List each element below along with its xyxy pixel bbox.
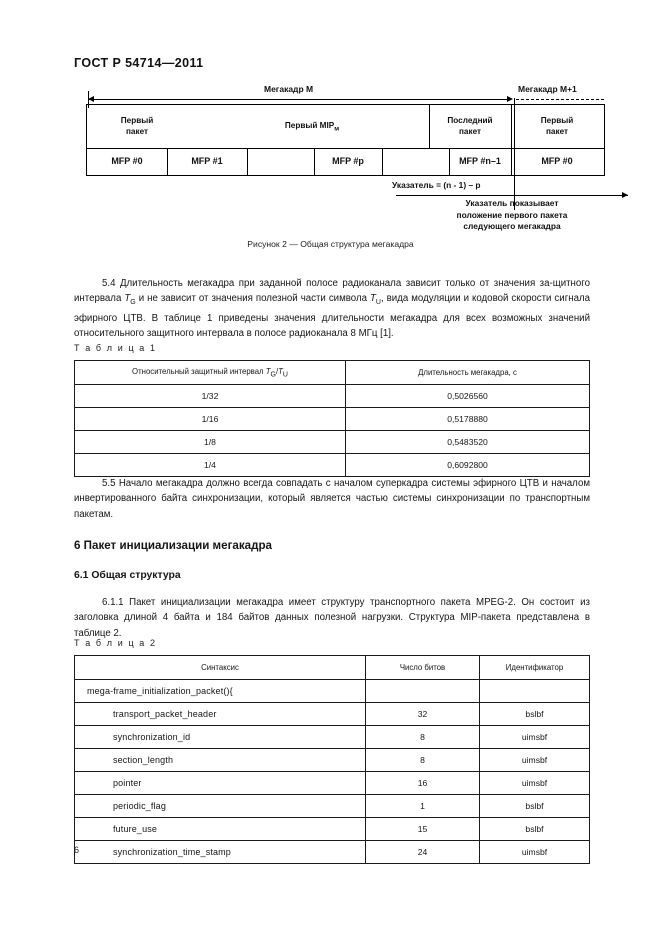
table-1-body bbox=[75, 385, 590, 477]
table-row bbox=[75, 454, 590, 477]
table-2-syntax-4: pointer bbox=[75, 772, 366, 795]
table-row bbox=[75, 749, 590, 772]
megaframe-m-label: Мегакадр M bbox=[264, 84, 314, 94]
figure-last-packet-label bbox=[429, 116, 511, 137]
pointer-arrowhead bbox=[622, 192, 628, 198]
figure-next-first-packet-label bbox=[511, 116, 603, 137]
table-2-bits-1: 32 bbox=[366, 703, 480, 726]
document-header-standard-id: ГОСТ Р 54714—2011 bbox=[74, 56, 204, 70]
first-packet-line1: Первый bbox=[120, 116, 154, 125]
last-packet-line2: пакет bbox=[458, 126, 482, 136]
symbol-tg: T bbox=[124, 293, 131, 305]
figure-span-bar bbox=[86, 86, 605, 104]
table-row bbox=[75, 795, 590, 818]
figure-first-mip-label bbox=[207, 121, 417, 135]
table-1-header-duration: Длительность мегакадра, с bbox=[346, 361, 590, 385]
next-first-packet-line2: пакет bbox=[545, 126, 569, 136]
heading-section-6: 6 Пакет инициализации мегакадра bbox=[74, 539, 272, 552]
table-2-syntax-0: mega-frame_initialization_packet(){ bbox=[75, 680, 366, 703]
mfp-cell-p: MFP #p bbox=[332, 156, 364, 166]
span-arrow-right bbox=[507, 96, 513, 102]
t1-h1-tg-sub: G bbox=[270, 371, 276, 379]
first-mip-text: Первый MIP bbox=[284, 121, 335, 130]
table-2 bbox=[74, 655, 590, 864]
paragraph-6-1-1-text: Пакет инициализации мегакадра имеет структуру транспортного пакета MPEG-2. Он состоит из заголовка длиной 4 байта и 184 байтов данных полезной нагрузки. Структура MIP-пакета представлена в таблице 2. bbox=[74, 597, 590, 639]
table-2-identifier-1: bslbf bbox=[480, 703, 590, 726]
paragraph-5-4-number: 5.4 bbox=[102, 278, 116, 289]
span-line-m-plus-1 bbox=[516, 99, 604, 100]
table-2-identifier-4: uimsbf bbox=[480, 772, 590, 795]
paragraph-5-4-seg1: Длительность мегакадра при заданной полосе радиоканала зависит только от значения за-щитного интервала bbox=[74, 278, 590, 305]
table-2-syntax-1: transport_packet_header bbox=[75, 703, 366, 726]
table-row bbox=[75, 680, 590, 703]
mip-subscript: м bbox=[334, 125, 340, 133]
pointer-line bbox=[396, 195, 628, 196]
table-2-syntax-5: periodic_flag bbox=[75, 795, 366, 818]
paragraph-5-4-seg2: и не зависит от значения полезной части символа bbox=[135, 293, 370, 305]
table-1-duration-3: 0,6092800 bbox=[346, 454, 590, 477]
table-row bbox=[75, 772, 590, 795]
symbol-tu: T bbox=[369, 293, 376, 305]
t1-h1-tg: T bbox=[265, 366, 271, 376]
table-2-header-syntax: Синтаксис bbox=[75, 656, 366, 680]
mfp-cell-0: MFP #0 bbox=[111, 156, 143, 166]
paragraph-5-4 bbox=[74, 276, 590, 342]
paragraph-5-5-number: 5.5 bbox=[102, 478, 116, 489]
t1-h1-slash: / bbox=[275, 366, 279, 376]
table-2-syntax-7: synchronization_time_stamp bbox=[75, 841, 366, 864]
table-2-header-identifier: Идентификатор bbox=[480, 656, 590, 680]
pointer-desc-line2: положение первого пакета bbox=[456, 209, 568, 220]
pointer-description bbox=[392, 198, 632, 233]
mfp-divider-2 bbox=[247, 149, 248, 176]
last-packet-line1: Последний bbox=[447, 116, 493, 125]
mfp-cell-next-0: MFP #0 bbox=[541, 156, 573, 166]
table-2-identifier-6: bslbf bbox=[480, 818, 590, 841]
table-row bbox=[75, 703, 590, 726]
megaframe-boundary-line bbox=[514, 98, 515, 210]
heading-section-6-1: 6.1 Общая структура bbox=[74, 570, 181, 581]
table-1-interval-0: 1/32 bbox=[75, 385, 346, 408]
pointer-desc-line1: Указатель показывает bbox=[465, 198, 559, 208]
next-first-packet-line1: Первый bbox=[540, 116, 574, 125]
symbol-tg-subscript: G bbox=[130, 299, 136, 307]
mfp-divider-4 bbox=[382, 149, 383, 176]
figure-caption: Рисунок 2 — Общая структура мегакадра bbox=[247, 239, 414, 249]
figure-megaframe-structure bbox=[86, 86, 605, 176]
page-number: 6 bbox=[74, 845, 80, 855]
table-2-bits-0 bbox=[366, 680, 480, 703]
table-1-caption: Т а б л и ц а 1 bbox=[74, 343, 157, 353]
paragraph-6-1-1-number: 6.1.1 bbox=[102, 597, 124, 608]
pointer-formula: Указатель = (n - 1) – p bbox=[392, 180, 481, 190]
figure-first-packet-label bbox=[87, 116, 187, 137]
table-2-syntax-2: synchronization_id bbox=[75, 726, 366, 749]
mfp-cell-n-minus-1: MFP #n–1 bbox=[459, 156, 501, 166]
figure-frame-box bbox=[86, 104, 605, 176]
t1-h1-pre: Относительный защитный интервал bbox=[132, 366, 266, 376]
table-2-syntax-6: future_use bbox=[75, 818, 366, 841]
table-2-bits-7: 24 bbox=[366, 841, 480, 864]
table-2-identifier-3: uimsbf bbox=[480, 749, 590, 772]
table-2-caption: Т а б л и ц а 2 bbox=[74, 638, 157, 648]
span-line-m bbox=[88, 99, 508, 100]
table-row bbox=[75, 818, 590, 841]
table-2-header-bits: Число битов bbox=[366, 656, 480, 680]
table-2-identifier-0 bbox=[480, 680, 590, 703]
table-1 bbox=[74, 360, 590, 477]
mfp-cell-1: MFP #1 bbox=[191, 156, 223, 166]
table-1-header-interval bbox=[75, 361, 346, 385]
table-2-body bbox=[75, 680, 590, 864]
table-2-bits-5: 1 bbox=[366, 795, 480, 818]
table-2-bits-3: 8 bbox=[366, 749, 480, 772]
figure-row-descriptions bbox=[87, 105, 604, 149]
t1-h1-tu: T bbox=[278, 366, 283, 376]
table-2-header-row bbox=[75, 656, 590, 680]
megaframe-m-plus-1-label: Мегакадр M+1 bbox=[518, 84, 577, 94]
table-1-interval-2: 1/8 bbox=[75, 431, 346, 454]
table-2-identifier-2: uimsbf bbox=[480, 726, 590, 749]
table-2-bits-6: 15 bbox=[366, 818, 480, 841]
table-2-identifier-5: bslbf bbox=[480, 795, 590, 818]
table-2-syntax-3: section_length bbox=[75, 749, 366, 772]
table-row bbox=[75, 726, 590, 749]
table-row bbox=[75, 385, 590, 408]
table-row bbox=[75, 408, 590, 431]
symbol-tu-subscript: U bbox=[375, 299, 381, 307]
paragraph-5-4-seg3: , вида модуляции и кодовой скорости сигнала эфирного ЦТВ. В таблице 1 приведены значения длительности мегакадра для всех возможных значений относительного защитного интервала в полосе радиоканала 8 МГц [1]. bbox=[74, 293, 590, 340]
paragraph-5-5 bbox=[74, 476, 590, 522]
table-1-interval-3: 1/4 bbox=[75, 454, 346, 477]
table-1-interval-1: 1/16 bbox=[75, 408, 346, 431]
pointer-desc-line3: следующего мегакадра bbox=[463, 221, 561, 231]
table-1-duration-2: 0,5483520 bbox=[346, 431, 590, 454]
table-1-duration-1: 0,5178880 bbox=[346, 408, 590, 431]
paragraph-5-5-text: Начало мегакадра должно всегда совпадать с началом суперкадра системы эфирного ЦТВ и началом инвертированного байта синхронизации, который является частью системы синхронизации по транспортным пакетам. bbox=[74, 478, 590, 520]
table-row bbox=[75, 841, 590, 864]
figure-row-mfp-cells bbox=[87, 149, 604, 176]
t1-h1-tu-sub: U bbox=[282, 371, 288, 379]
table-2-identifier-7: uimsbf bbox=[480, 841, 590, 864]
first-packet-line2: пакет bbox=[125, 126, 149, 136]
table-1-header-row bbox=[75, 361, 590, 385]
paragraph-6-1-1 bbox=[74, 595, 590, 641]
table-row bbox=[75, 431, 590, 454]
table-2-bits-4: 16 bbox=[366, 772, 480, 795]
table-1-duration-0: 0,5026560 bbox=[346, 385, 590, 408]
table-2-bits-2: 8 bbox=[366, 726, 480, 749]
